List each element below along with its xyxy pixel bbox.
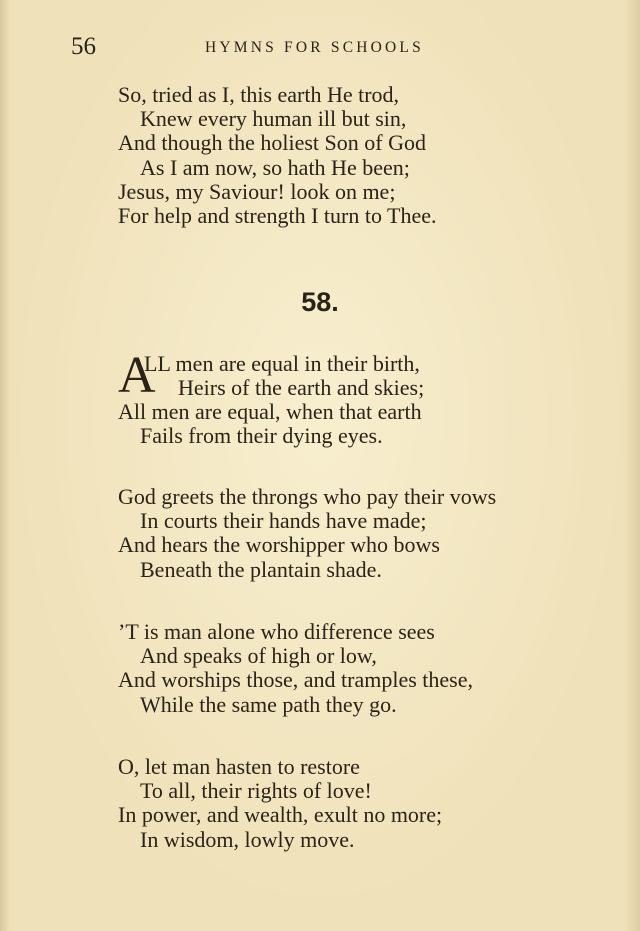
verse-line: In power, and wealth, exult no more; (118, 802, 443, 828)
verse-line: As I am now, so hath He been; (140, 154, 410, 180)
verse-line: ’T is man alone who difference sees (118, 619, 435, 644)
verse-line: Beneath the plantain shade. (140, 556, 382, 582)
stanza-1 (118, 400, 422, 448)
verse-line: God greets the throngs who pay their vows (118, 484, 497, 509)
verse-line: While the same path they go. (140, 691, 397, 717)
verse-line: LL men are equal in their birth, (144, 351, 420, 376)
verse-line: And worships those, and tramples these, (118, 667, 473, 693)
verse-line: Fails from their dying eyes. (140, 423, 383, 449)
stanza-3 (118, 620, 473, 717)
page-number: 56 (71, 33, 96, 60)
verse-line: And speaks of high or low, (140, 643, 377, 669)
verse-line: In wisdom, lowly move. (140, 826, 355, 852)
stanza-4 (118, 755, 442, 852)
verse-line: And hears the worshipper who bows (118, 532, 440, 558)
verse-line: So, tried as I, this earth He trod, (118, 82, 400, 107)
drop-cap: A (118, 347, 156, 404)
verse-line: In courts their hands have made; (140, 508, 427, 534)
verse-line: Jesus, my Saviour! look on me; (118, 178, 396, 204)
verse-line: All men are equal, when that earth (118, 399, 422, 424)
verse-line: For help and strength I turn to Thee. (118, 202, 437, 228)
verse-line: Knew every human ill but sin, (140, 106, 407, 132)
hymn-number: 58. (301, 287, 339, 317)
running-title: HYMNS FOR SCHOOLS (205, 39, 424, 56)
verse-line: O, let man hasten to restore (118, 754, 360, 779)
stanza-1-dropcap-lines (144, 352, 424, 400)
verse-line: To all, their rights of love! (140, 778, 372, 804)
previous-hymn-stanza (118, 83, 437, 228)
stanza-2 (118, 485, 496, 582)
verse-line: And though the holiest Son of God (118, 130, 426, 156)
verse-line: Heirs of the earth and skies; (178, 375, 425, 401)
